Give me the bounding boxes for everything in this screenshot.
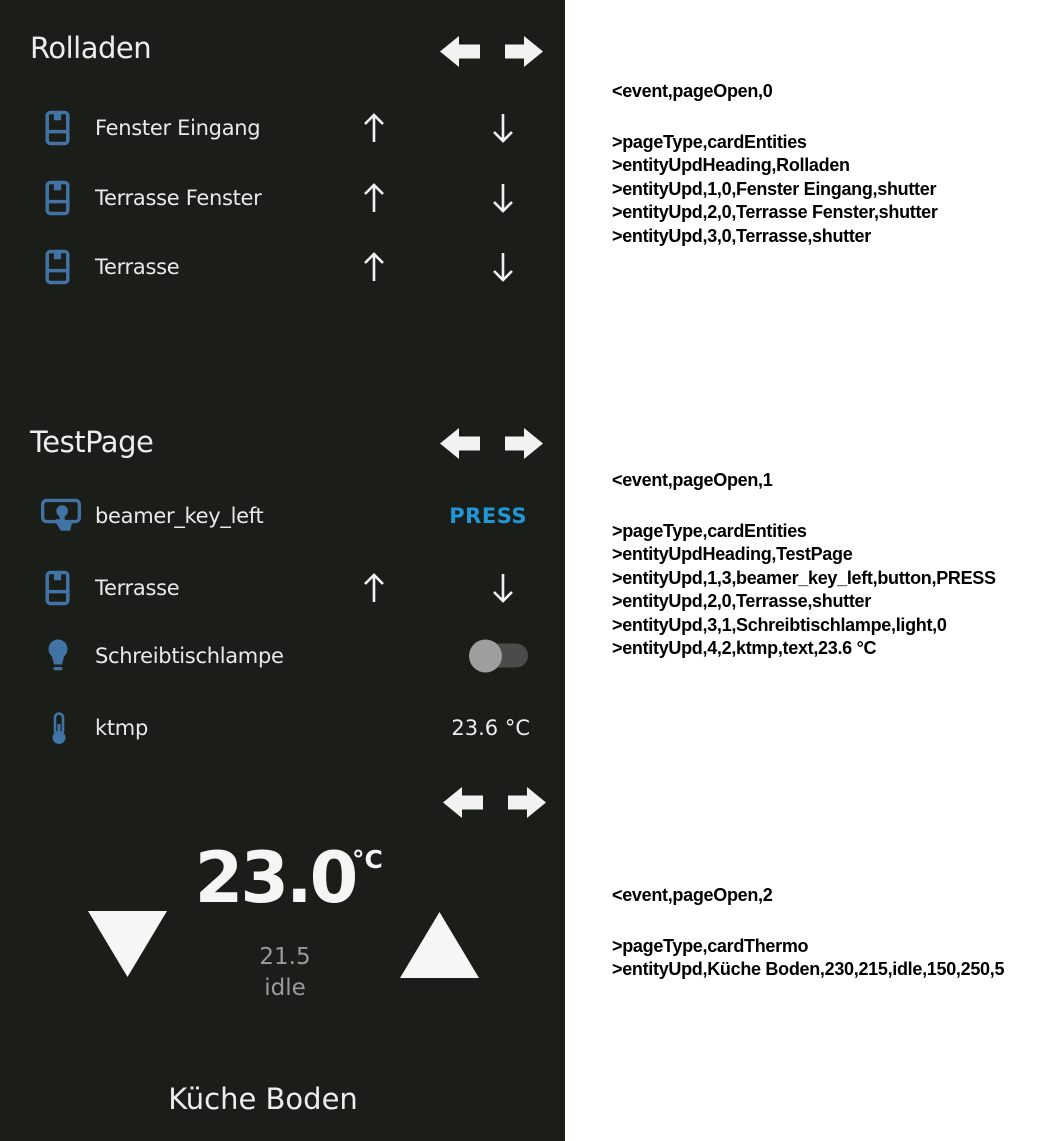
command-line: >entityUpdHeading,Rolladen xyxy=(612,155,850,175)
command-lines xyxy=(612,520,1042,661)
page-heading: TestPage xyxy=(30,425,154,459)
light-toggle-switch[interactable] xyxy=(470,640,528,673)
entity-row-button xyxy=(0,494,565,538)
command-line: >entityUpdHeading,TestPage xyxy=(612,544,853,564)
entity-row-light xyxy=(0,634,565,678)
lightbulb-icon xyxy=(45,638,71,674)
panel-card-entities-testpage xyxy=(0,0,565,760)
entity-label: Terrasse xyxy=(95,255,180,279)
command-line: >entityUpd,1,3,beamer_key_left,button,PRESS xyxy=(612,567,996,588)
current-temperature: 23.0 xyxy=(194,837,356,919)
command-line: >entityUpd,4,2,ktmp,text,23.6 °C xyxy=(612,638,877,658)
nav-prev-button[interactable] xyxy=(443,785,483,820)
event-line: <event,pageOpen,2 xyxy=(612,885,773,905)
entity-label: beamer_key_left xyxy=(95,504,264,528)
command-lines xyxy=(612,935,1042,982)
thermometer-icon xyxy=(50,712,68,744)
temp-decrease-button[interactable] xyxy=(88,911,167,977)
entity-label: Fenster Eingang xyxy=(95,116,261,140)
press-button[interactable]: PRESS xyxy=(449,504,527,528)
command-line: >entityUpd,1,0,Fenster Eingang,shutter xyxy=(612,178,937,199)
entity-label: ktmp xyxy=(95,716,148,740)
thermostat-title: Küche Boden xyxy=(168,1082,358,1116)
arrow-right-icon xyxy=(505,446,543,465)
command-line: >entityUpd,Küche Boden,230,215,idle,150,250,5 xyxy=(612,959,1005,979)
gesture-tap-button-icon xyxy=(41,497,81,535)
command-line: >entityUpd,2,0,Terrasse Fenster,shutter xyxy=(612,202,938,222)
nav-next-button[interactable] xyxy=(508,785,548,820)
shutter-up-button[interactable] xyxy=(361,571,387,605)
nav-next-button[interactable] xyxy=(505,426,545,461)
window-shutter-icon xyxy=(45,571,70,606)
command-line: >pageType,cardEntities xyxy=(612,131,807,152)
annotation-block-page0 xyxy=(612,80,1042,248)
toggle-knob xyxy=(469,640,502,673)
sensor-value: 23.6 °C xyxy=(451,716,530,740)
arrow-right-icon xyxy=(508,805,546,824)
event-line: <event,pageOpen,1 xyxy=(612,470,773,490)
entity-label: Terrasse xyxy=(95,576,180,600)
target-temperature: 21.5 xyxy=(259,944,311,970)
annotation-block-page2 xyxy=(612,884,1042,982)
arrow-left-icon xyxy=(440,446,480,465)
entity-row-text xyxy=(0,706,565,750)
command-line: >pageType,cardThermo xyxy=(612,935,809,956)
command-line: >entityUpd,2,0,Terrasse,shutter xyxy=(612,591,871,611)
event-line: <event,pageOpen,0 xyxy=(612,81,773,101)
temp-increase-button[interactable] xyxy=(400,912,479,978)
command-line: >entityUpd,3,1,Schreibtischlampe,light,0 xyxy=(612,614,947,635)
hvac-state: idle xyxy=(264,975,306,1001)
command-lines xyxy=(612,131,1042,249)
page-heading: Rolladen xyxy=(30,31,152,65)
entity-label: Schreibtischlampe xyxy=(95,644,284,668)
command-line: >entityUpd,3,0,Terrasse,shutter xyxy=(612,225,871,246)
annotation-block-page1 xyxy=(612,469,1042,661)
arrow-left-icon xyxy=(443,805,483,824)
entity-label: Terrasse Fenster xyxy=(95,186,262,210)
temperature-unit: °C xyxy=(352,845,383,874)
shutter-down-button[interactable] xyxy=(490,571,516,605)
nav-prev-button[interactable] xyxy=(440,426,480,461)
entity-row-shutter xyxy=(0,566,565,610)
command-line: >pageType,cardEntities xyxy=(612,520,807,541)
